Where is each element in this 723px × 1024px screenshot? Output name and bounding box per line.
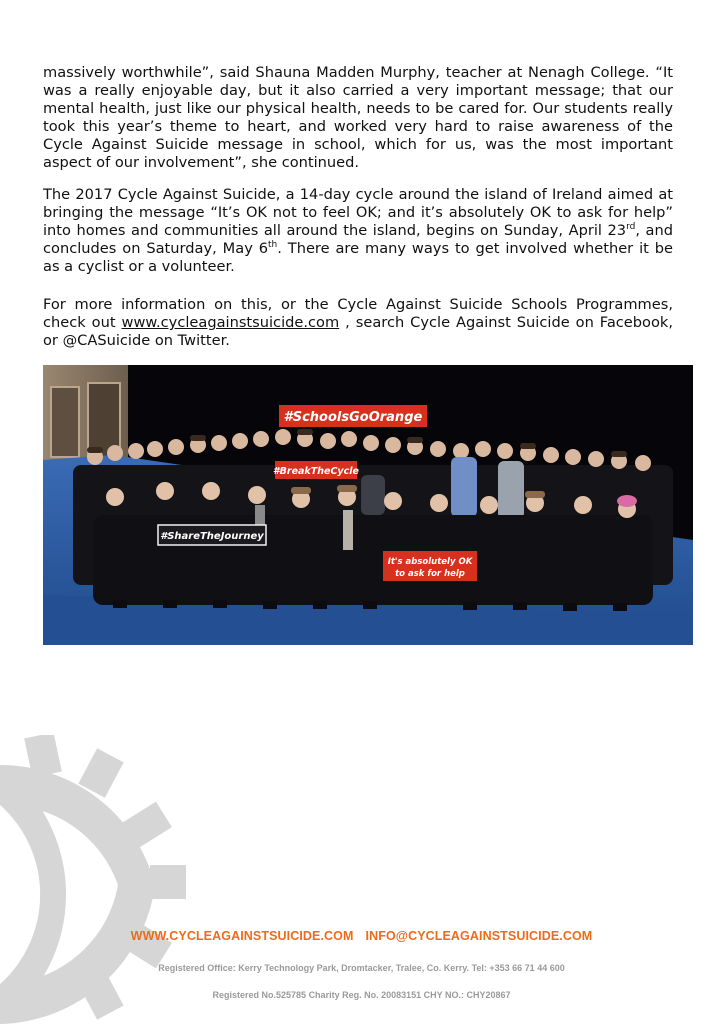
paragraph-quote: massively worthwhile”, said Shauna Madden Murphy, teacher at Nenagh College. “It was a really enjoyable day, but it also carried a very important message; that our mental health, just like our physical health, needs to be cared for. Our students really took this year’s theme to heart, and worked very hard to raise awareness of the Cycle Against Suicide message in school, which for us, was the most important aspect of our involvement”, she continued. [43, 64, 673, 172]
gear-watermark-icon [0, 735, 200, 1024]
footer-registered-office: Registered Office: Kerry Technology Park, Dromtacker, Tralee, Co. Kerry. Tel: +353 66 71 44 600 [158, 963, 565, 973]
paragraph-event-details [43, 186, 673, 276]
group-photo [43, 365, 693, 645]
sign-absolutely-ok-line1: It's absolutely OK [387, 557, 473, 567]
footer-registration: Registered No.525785 Charity Reg. No. 20083151 CHY NO.: CHY20867 [212, 990, 511, 1000]
sign-break-the-cycle-text: #BreakTheCycle [273, 466, 359, 477]
sign-schools-go-orange-text: #SchoolsGoOrange [283, 410, 423, 425]
para-text: , and concludes on Saturday, May 6 [43, 222, 673, 258]
sign-share-the-journey-text: #ShareTheJourney [160, 531, 264, 542]
group-photo-illustration [43, 365, 693, 645]
para-text: . There are many ways to get involved whether it be as a cyclist or a volunteer. [43, 240, 673, 276]
website-link[interactable]: www.cycleagainstsuicide.com [121, 314, 340, 332]
paragraph-more-info [43, 296, 673, 350]
para-text: The 2017 Cycle Against Suicide, a 14-day cycle around the island of Ireland aimed at bringing the message “It’s OK not to feel OK; and it’s absolutely OK to ask for help” into homes and communities all around the island, begins on Sunday, April 23 [43, 186, 673, 240]
footer-contact-links [0, 929, 723, 943]
sign-absolutely-ok-line2: to ask for help [395, 569, 465, 579]
superscript-rd: rd [626, 222, 636, 233]
para-text: , search Cycle Against Suicide on Facebook, or @CASuicide on Twitter. [43, 314, 673, 350]
footer-email-link[interactable]: INFO@CYCLEAGAINSTSUICIDE.COM [365, 929, 593, 943]
para-text: For more information on this, or the Cycle Against Suicide Schools Programmes, check out [43, 296, 673, 332]
superscript-th: th [268, 240, 278, 251]
footer-website-link[interactable]: WWW.CYCLEAGAINSTSUICIDE.COM [130, 929, 354, 943]
